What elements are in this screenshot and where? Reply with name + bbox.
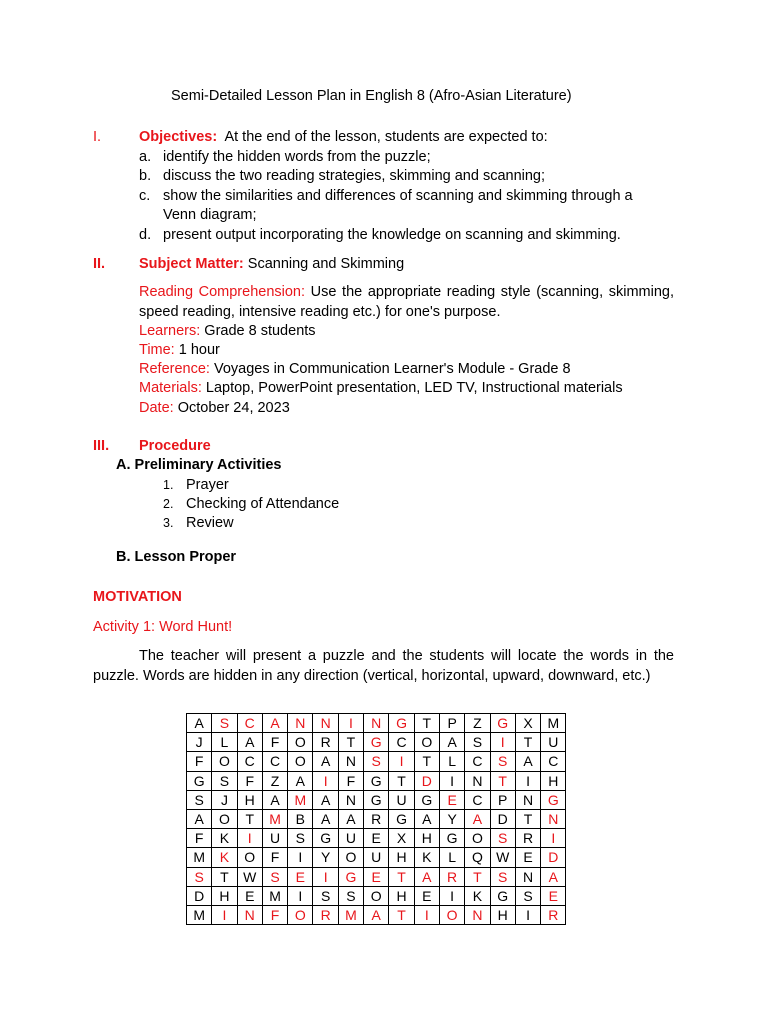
puzzle-cell: S [212,771,237,790]
objective-c-marker: c. [139,188,151,204]
puzzle-cell: T [414,714,439,733]
activity-instructions: The teacher will present a puzzle and the students will locate the words in the puzzle. Words are hidden in any direction (vertical, horizontal, upward, downward, etc.) [93,648,674,684]
puzzle-cell: G [439,829,464,848]
puzzle-cell: T [490,771,515,790]
puzzle-cell: C [262,752,287,771]
puzzle-cell: O [237,848,262,867]
puzzle-cell: M [187,905,212,924]
objective-b-text: discuss the two reading strategies, skimming and scanning; [163,168,546,184]
puzzle-cell: A [313,752,338,771]
puzzle-cell: S [262,867,287,886]
puzzle-cell: O [439,905,464,924]
puzzle-cell: I [212,905,237,924]
puzzle-cell: J [212,790,237,809]
puzzle-cell: I [490,733,515,752]
prelim-1-text: Prayer [186,477,229,493]
reference-value: Voyages in Communication Learner's Module - Grade 8 [213,361,571,377]
objectives-heading-line [139,129,548,145]
puzzle-cell: M [262,886,287,905]
materials-label: Materials: [139,380,202,396]
puzzle-cell: G [541,790,566,809]
puzzle-cell: F [187,752,212,771]
puzzle-cell: O [364,886,389,905]
puzzle-cell: R [313,905,338,924]
puzzle-cell: S [187,790,212,809]
learners-label: Learners: [139,323,201,339]
puzzle-cell: P [439,714,464,733]
puzzle-cell: S [313,886,338,905]
subject-heading-line [139,256,404,272]
puzzle-cell: I [288,848,313,867]
puzzle-cell: D [490,809,515,828]
puzzle-cell: O [212,752,237,771]
page-title: Semi-Detailed Lesson Plan in English 8 (Afro-Asian Literature) [171,88,572,104]
puzzle-cell: S [465,733,490,752]
puzzle-cell: F [237,771,262,790]
puzzle-cell: U [262,829,287,848]
puzzle-cell: W [490,848,515,867]
puzzle-cell: N [515,867,540,886]
puzzle-cell: C [237,714,262,733]
motivation-heading: MOTIVATION [93,589,182,605]
puzzle-cell: E [237,886,262,905]
puzzle-cell: I [439,886,464,905]
prelim-1-marker: 1. [163,478,174,492]
puzzle-cell: E [541,886,566,905]
reading-comprehension [139,283,674,322]
puzzle-cell: C [237,752,262,771]
puzzle-cell: S [364,752,389,771]
puzzle-cell: A [187,714,212,733]
prelim-3-text: Review [186,515,234,531]
puzzle-cell: B [288,809,313,828]
puzzle-cell: H [541,771,566,790]
time-value: 1 hour [178,342,220,358]
puzzle-cell: S [490,867,515,886]
puzzle-cell: O [338,848,363,867]
puzzle-cell: H [389,886,414,905]
puzzle-cell: A [414,867,439,886]
puzzle-cell: I [439,771,464,790]
puzzle-cell: T [212,867,237,886]
field-materials [139,379,623,398]
puzzle-cell: U [389,790,414,809]
puzzle-cell: S [212,714,237,733]
puzzle-cell: G [389,714,414,733]
puzzle-cell: I [515,905,540,924]
puzzle-cell: G [313,829,338,848]
prelim-3-marker: 3. [163,516,174,530]
puzzle-cell: N [515,790,540,809]
puzzle-cell: G [389,809,414,828]
reading-label: Reading Comprehension: [139,284,306,300]
puzzle-cell: D [541,848,566,867]
materials-value: Laptop, PowerPoint presentation, LED TV, Instructional materials [205,380,623,396]
puzzle-cell: Z [262,771,287,790]
date-label: Date: [139,400,174,416]
puzzle-cell: O [288,905,313,924]
puzzle-cell: K [465,886,490,905]
prelim-2-marker: 2. [163,497,174,511]
puzzle-cell: R [515,829,540,848]
puzzle-cell: S [490,752,515,771]
puzzle-cell: U [364,848,389,867]
puzzle-cell: M [187,848,212,867]
puzzle-cell: L [439,848,464,867]
puzzle-cell: A [262,714,287,733]
puzzle-row [187,886,566,905]
puzzle-row [187,867,566,886]
puzzle-cell: N [288,714,313,733]
puzzle-cell: T [389,771,414,790]
puzzle-cell: U [541,733,566,752]
puzzle-cell: S [515,886,540,905]
puzzle-cell: I [515,771,540,790]
puzzle-cell: C [465,752,490,771]
puzzle-cell: H [212,886,237,905]
puzzle-cell: H [389,848,414,867]
puzzle-cell: F [338,771,363,790]
puzzle-row [187,771,566,790]
puzzle-cell: T [389,867,414,886]
puzzle-cell: A [439,733,464,752]
objective-d-text: present output incorporating the knowledge on scanning and skimming. [163,227,621,243]
puzzle-cell: W [237,867,262,886]
puzzle-cell: N [313,714,338,733]
puzzle-cell: M [541,714,566,733]
subject-numeral: II. [93,256,106,272]
puzzle-cell: C [541,752,566,771]
subject-heading: Subject Matter: [139,256,244,272]
puzzle-cell: A [313,809,338,828]
puzzle-cell: H [490,905,515,924]
puzzle-cell: G [490,714,515,733]
puzzle-cell: I [414,905,439,924]
puzzle-cell: K [414,848,439,867]
activity-title: Activity 1: Word Hunt! [93,619,233,635]
puzzle-cell: F [262,905,287,924]
puzzle-row [187,809,566,828]
preliminary-heading: A. Preliminary Activities [116,457,282,473]
prelim-2-text: Checking of Attendance [186,496,340,512]
procedure-heading: Procedure [139,438,211,454]
puzzle-cell: E [288,867,313,886]
puzzle-cell: N [465,905,490,924]
puzzle-cell: O [212,809,237,828]
puzzle-cell: R [439,867,464,886]
puzzle-cell: S [338,886,363,905]
puzzle-cell: K [212,848,237,867]
puzzle-cell: A [465,809,490,828]
puzzle-cell: I [237,829,262,848]
puzzle-cell: I [313,771,338,790]
puzzle-cell: F [262,848,287,867]
puzzle-cell: A [414,809,439,828]
puzzle-cell: N [541,809,566,828]
field-time [139,341,220,360]
puzzle-cell: L [212,733,237,752]
procedure-numeral: III. [93,438,110,454]
puzzle-cell: E [364,829,389,848]
puzzle-cell: X [389,829,414,848]
learners-value: Grade 8 students [204,323,316,339]
puzzle-cell: A [288,771,313,790]
objective-c-continuation: Venn diagram; [163,207,257,223]
puzzle-cell: M [338,905,363,924]
puzzle-cell: D [414,771,439,790]
puzzle-cell: N [364,714,389,733]
puzzle-cell: E [439,790,464,809]
puzzle-cell: F [187,829,212,848]
puzzle-cell: G [364,771,389,790]
puzzle-cell: P [490,790,515,809]
lesson-proper-heading: B. Lesson Proper [116,549,237,565]
puzzle-cell: X [515,714,540,733]
puzzle-cell: G [187,771,212,790]
puzzle-cell: A [515,752,540,771]
field-reference [139,360,571,379]
puzzle-cell: E [364,867,389,886]
field-date [139,399,290,418]
puzzle-cell: O [288,733,313,752]
puzzle-cell: A [338,809,363,828]
puzzle-cell: A [237,733,262,752]
puzzle-cell: I [288,886,313,905]
puzzle-cell: N [338,752,363,771]
puzzle-cell: G [338,867,363,886]
puzzle-row [187,714,566,733]
puzzle-cell: N [237,905,262,924]
puzzle-cell: S [288,829,313,848]
puzzle-cell: T [237,809,262,828]
puzzle-cell: T [465,867,490,886]
puzzle-cell: A [262,790,287,809]
puzzle-row [187,733,566,752]
objective-d-marker: d. [139,227,152,243]
puzzle-cell: L [439,752,464,771]
objectives-heading: Objectives: [139,129,218,145]
puzzle-cell: Q [465,848,490,867]
puzzle-cell: I [389,752,414,771]
objectives-numeral: I. [93,129,102,145]
puzzle-cell: O [414,733,439,752]
puzzle-cell: T [515,733,540,752]
word-puzzle-grid [186,713,566,925]
puzzle-cell: I [541,829,566,848]
puzzle-row [187,790,566,809]
puzzle-cell: T [414,752,439,771]
puzzle-cell: R [313,733,338,752]
date-value: October 24, 2023 [177,400,290,416]
objective-b-marker: b. [139,168,152,184]
puzzle-cell: T [389,905,414,924]
puzzle-cell: Y [439,809,464,828]
puzzle-row [187,752,566,771]
puzzle-cell: A [541,867,566,886]
field-learners [139,322,316,341]
puzzle-cell: A [187,809,212,828]
puzzle-cell: D [187,886,212,905]
puzzle-cell: T [338,733,363,752]
puzzle-cell: R [541,905,566,924]
puzzle-cell: G [364,790,389,809]
puzzle-cell: O [465,829,490,848]
puzzle-cell: M [288,790,313,809]
puzzle-cell: S [490,829,515,848]
puzzle-cell: A [313,790,338,809]
puzzle-cell: G [490,886,515,905]
puzzle-cell: I [338,714,363,733]
puzzle-cell: H [414,829,439,848]
puzzle-cell: I [313,867,338,886]
puzzle-cell: T [515,809,540,828]
puzzle-row [187,848,566,867]
puzzle-cell: N [465,771,490,790]
puzzle-cell: S [187,867,212,886]
objective-a-text: identify the hidden words from the puzzle; [163,149,431,165]
puzzle-cell: Z [465,714,490,733]
puzzle-cell: J [187,733,212,752]
objective-c-text: show the similarities and differences of scanning and skimming through a [163,188,633,204]
puzzle-cell: F [262,733,287,752]
puzzle-cell: H [237,790,262,809]
puzzle-row [187,905,566,924]
puzzle-cell: M [262,809,287,828]
puzzle-cell: K [212,829,237,848]
objective-a-marker: a. [139,149,152,165]
puzzle-cell: U [338,829,363,848]
puzzle-cell: E [515,848,540,867]
puzzle-cell: G [414,790,439,809]
reference-label: Reference: [139,361,210,377]
time-label: Time: [139,342,175,358]
objectives-intro: At the end of the lesson, students are expected to: [224,129,548,145]
puzzle-cell: C [465,790,490,809]
subject-value: Scanning and Skimming [247,256,405,272]
puzzle-cell: O [288,752,313,771]
puzzle-cell: G [364,733,389,752]
puzzle-cell: N [338,790,363,809]
puzzle-cell: R [364,809,389,828]
puzzle-cell: C [389,733,414,752]
puzzle-cell: E [414,886,439,905]
puzzle-cell: Y [313,848,338,867]
puzzle-cell: A [364,905,389,924]
reading-value: Use the appropriate reading style (scanning, skimming, speed reading, intensive reading etc.) for one's purpose. [139,284,674,320]
puzzle-row [187,829,566,848]
